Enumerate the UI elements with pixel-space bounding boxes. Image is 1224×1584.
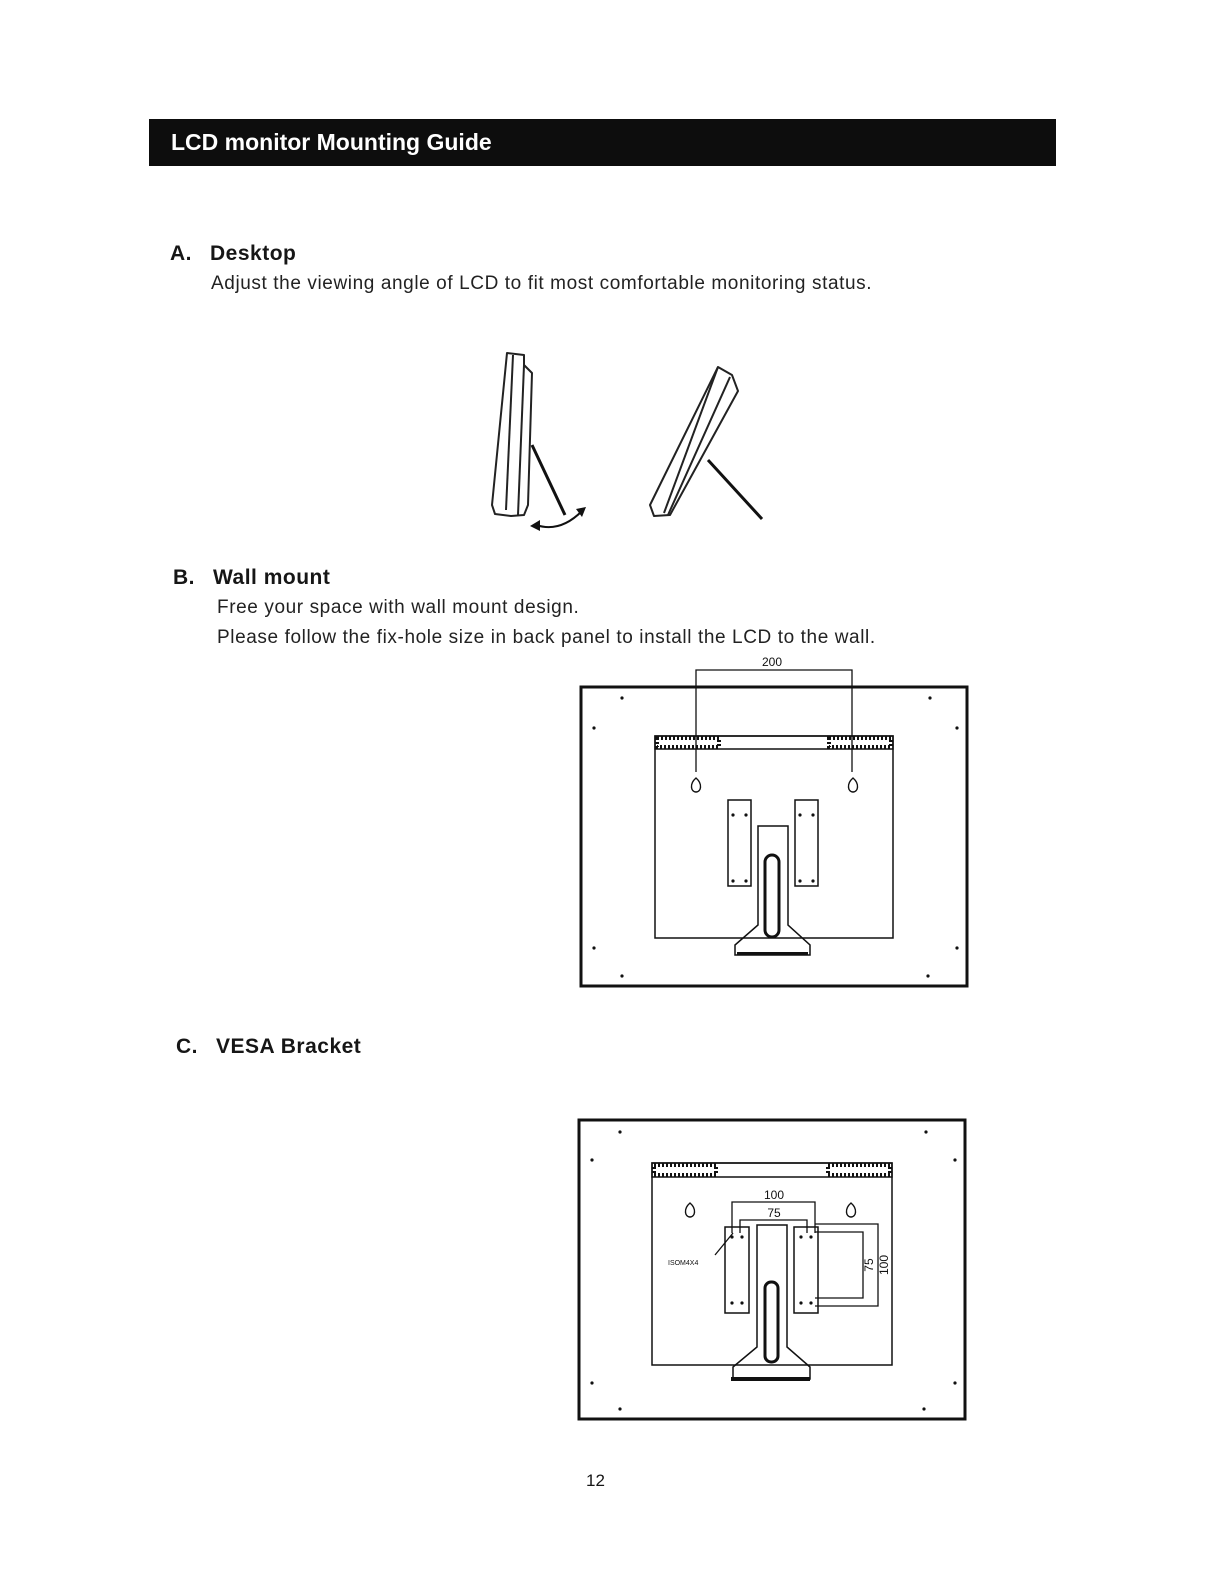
section-c-title: VESA Bracket: [216, 1035, 362, 1058]
wall-mount-diagram: [570, 650, 980, 995]
section-b-description-line1: Free your space with wall mount design.: [217, 597, 580, 618]
page-number: 12: [586, 1471, 605, 1490]
page-title-banner: [149, 119, 1056, 166]
section-a-heading: [170, 242, 296, 266]
section-c-heading: [176, 1035, 361, 1059]
page-title: LCD monitor Mounting Guide: [171, 129, 492, 155]
section-c-letter: C.: [176, 1035, 198, 1058]
section-b-title: Wall mount: [213, 566, 331, 589]
vesa-outer-vertical-label: 100: [877, 1254, 891, 1276]
section-a-letter: A.: [170, 242, 192, 265]
vesa-outer-horizontal-label: 100: [763, 1188, 785, 1202]
section-a-description: Adjust the viewing angle of LCD to fit most comfortable monitoring status.: [211, 273, 873, 294]
section-b-heading: [173, 566, 330, 590]
vesa-screw-label: ISOM4X4: [668, 1260, 699, 1267]
wall-hole-spacing-label: 200: [761, 655, 783, 669]
vesa-inner-horizontal-label: 75: [767, 1206, 781, 1220]
section-a-title: Desktop: [210, 242, 297, 265]
vesa-bracket-diagram: [570, 1115, 980, 1430]
desktop-tilt-illustration: [480, 345, 780, 545]
vesa-inner-vertical-label: 75: [862, 1258, 876, 1272]
section-b-letter: B.: [173, 566, 195, 589]
section-b-description-line2: Please follow the fix-hole size in back panel to install the LCD to the wall.: [217, 627, 876, 648]
